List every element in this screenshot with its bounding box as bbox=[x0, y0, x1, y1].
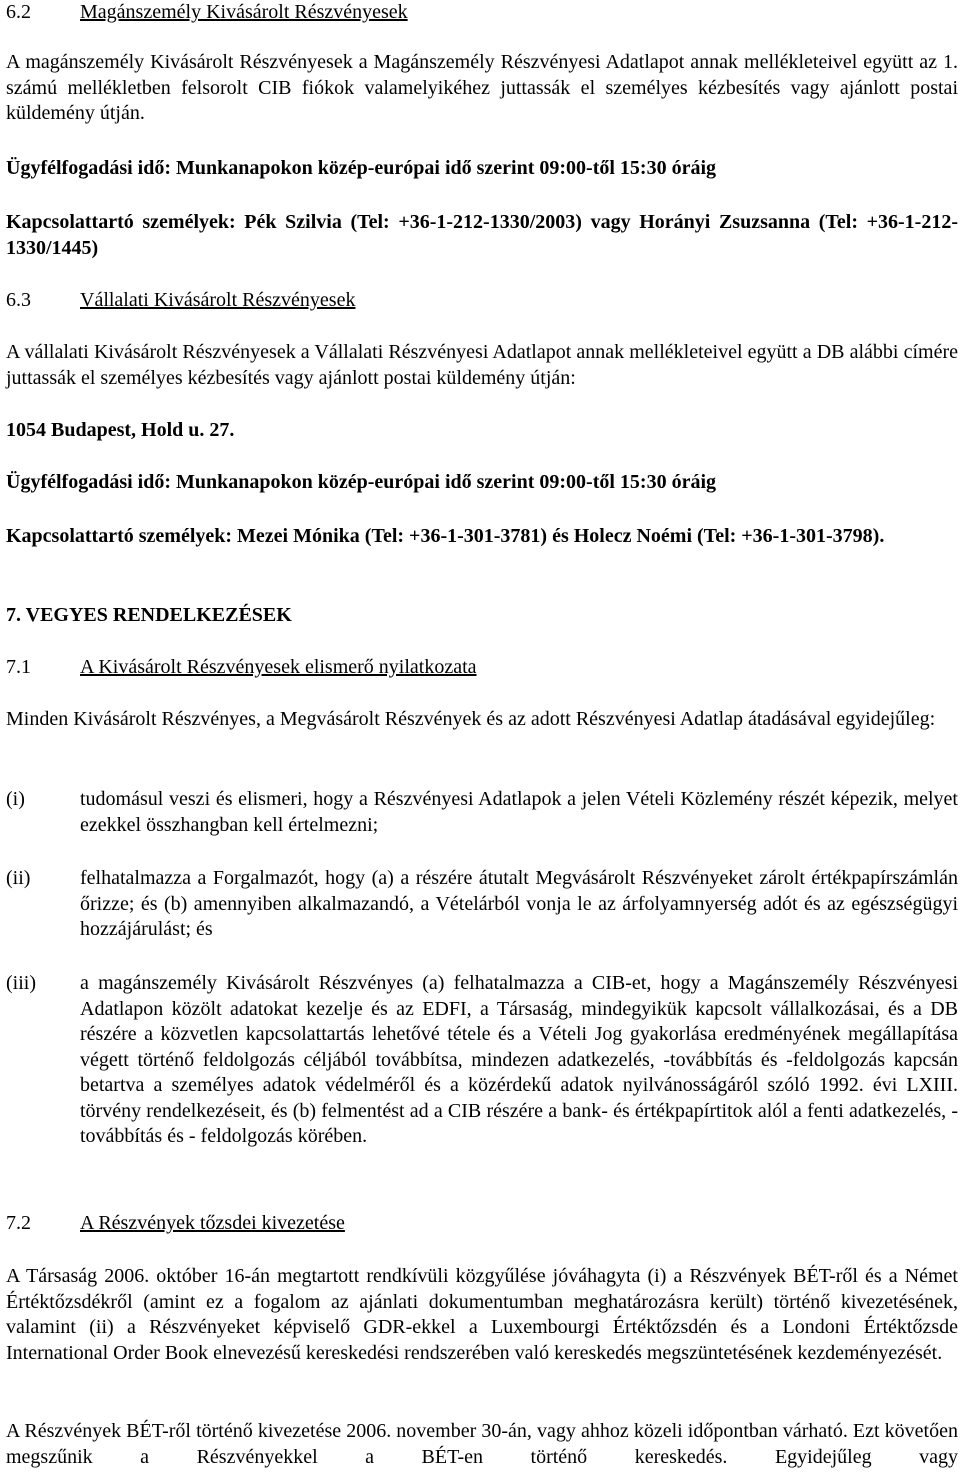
list-item-text: a magánszemély Kivásárolt Részvényes (a) felhatalmazza a CIB-et, hogy a Magánszemély Részvényesi Adatlapon közölt adatokat kezelje és az EDFI, a Társaság, mindegyikük kapcsolt vállalkozásai, és a DB részére a közvetlen kapcsolattartás lehetővé tétele és a Vételi Jog gyakorlása eredményének megállapítása végett történő feldolgozás céljából továbbítsa, mindezen adatkezelés, -továbbítás és -feldolgozás kapcsán betartva a személyes adatok védelméről és a közérdekű adatok nyilvánosságáról szóló 1992. évi LXIII. törvény rendelkezéseit, és (b) felmentést ad a CIB részére a bank- és értékpapírtitok alól a fenti adatkezelés, - továbbítás és - feldolgozás körében. bbox=[80, 972, 958, 1147]
list-marker: (i) bbox=[6, 788, 25, 810]
section-6-3-address: 1054 Budapest, Hold u. 27. bbox=[6, 419, 235, 441]
section-7-1-intro: Minden Kivásárolt Részvényes, a Megvásárolt Részvények és az adott Részvényesi Adatlap átadásával egyidejűleg: bbox=[6, 708, 936, 730]
section-6-3-contacts: Kapcsolattartó személyek: Mezei Mónika (Tel: +36-1-301-3781) és Holecz Noémi (Tel: +36-1-301-3798). bbox=[6, 525, 885, 547]
section-number: 6.3 bbox=[6, 289, 31, 311]
list-marker: (ii) bbox=[6, 867, 31, 889]
section-number: 6.2 bbox=[6, 1, 31, 23]
section-7-2-paragraph-1: A Társaság 2006. október 16-án megtartott rendkívüli közgyűlése jóváhagyta (i) a Részvények BÉT-ről és a Német Értéktőzsdékről (amint ez a fogalom az ajánlati dokumentumban meghatározásra került) történő kivezetésének, valamint (ii) a Részvényeket képviselő GDR-ekkel a Luxembourgi Értéktőzsdén és a Londoni Értéktőzsde International Order Book elnevezésű kereskedési rendszerében való kereskedés megszüntetésének kezdeményezését. bbox=[6, 1265, 958, 1364]
chapter-7-heading: 7. VEGYES RENDELKEZÉSEK bbox=[6, 604, 292, 626]
section-7-2-heading bbox=[6, 1211, 345, 1236]
section-title: Vállalati Kivásárolt Részvényesek bbox=[80, 289, 356, 311]
section-6-2-office-hours: Ügyfélfogadási idő: Munkanapokon közép-európai idő szerint 09:00-től 15:30 óráig bbox=[6, 157, 717, 179]
section-number: 7.2 bbox=[6, 1212, 31, 1234]
section-title: A Részvények tőzsdei kivezetése bbox=[80, 1212, 345, 1234]
section-7-2-paragraph-2: A Részvények BÉT-ről történő kivezetése 2006. november 30-án, vagy ahhoz közeli időpontban várható. Ezt követően megszűnik a Részvényekkel a BÉT-en történő kereskedés. Egyidejűleg vagy bbox=[6, 1420, 958, 1468]
section-6-3-heading bbox=[6, 288, 355, 313]
section-6-2-contacts: Kapcsolattartó személyek: Pék Szilvia (Tel: +36-1-212-1330/2003) vagy Horányi Zsuzsanna (Tel: +36-1-212-1330/1445) bbox=[6, 211, 958, 259]
section-number: 7.1 bbox=[6, 656, 31, 678]
list-marker: (iii) bbox=[6, 972, 36, 994]
section-6-2-heading bbox=[6, 0, 408, 25]
list-item-text: felhatalmazza a Forgalmazót, hogy (a) a részére átutalt Megvásárolt Részvényeket zárolt értékpapírszámlán őrizze; és (b) amennyiben alkalmazandó, a Vételárból vonja le az árfolyamnyerség adót és az egészségügyi hozzájárulást; és bbox=[80, 867, 958, 940]
section-title: Magánszemély Kivásárolt Részvényesek bbox=[80, 1, 408, 23]
section-6-3-office-hours: Ügyfélfogadási idő: Munkanapokon közép-európai idő szerint 09:00-től 15:30 óráig bbox=[6, 471, 717, 493]
list-item-text: tudomásul veszi és elismeri, hogy a Részvényesi Adatlapok a jelen Vételi Közlemény részét képezik, melyet ezekkel összhangban kell értelmezni; bbox=[80, 788, 958, 836]
section-6-2-paragraph: A magánszemély Kivásárolt Részvényesek a Magánszemély Részvényesi Adatlapot annak mellékleteivel együtt az 1. számú mellékletben felsorolt CIB fiókok valamelyikéhez juttassák el személyes kézbesítés vagy ajánlott postai küldemény útján. bbox=[6, 51, 958, 124]
section-6-3-paragraph: A vállalati Kivásárolt Részvényesek a Vállalati Részvényesi Adatlapot annak mellékleteivel együtt a DB alábbi címére juttassák el személyes kézbesítés vagy ajánlott postai küldemény útján: bbox=[6, 341, 958, 389]
section-title: A Kivásárolt Részvényesek elismerő nyilatkozata bbox=[80, 656, 477, 678]
section-7-1-heading bbox=[6, 655, 477, 680]
